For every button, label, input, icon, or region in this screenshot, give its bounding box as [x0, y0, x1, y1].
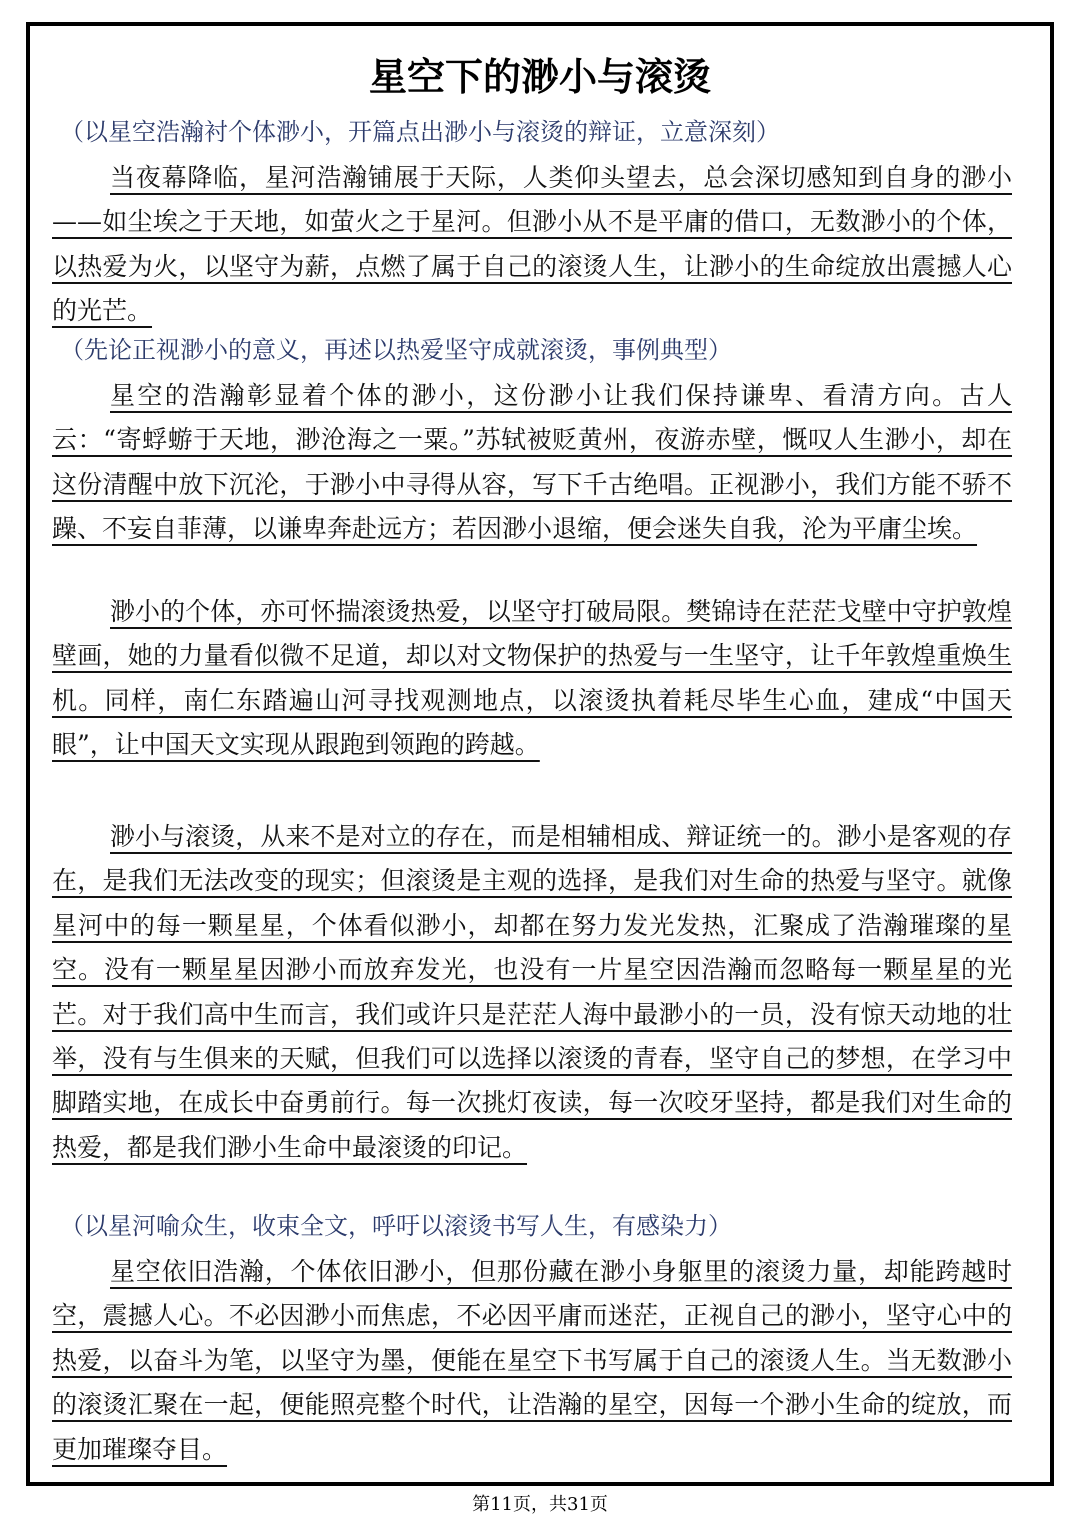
paragraph-1: 当夜幕降临，星河浩瀚铺展于天际，人类仰头望去，总会深切感知到自身的渺小——如尘埃之于天地，如萤火之于星河。但渺小从不是平庸的借口，无数渺小的个体，以热爱为火，以坚守为薪，点燃了属于自己的滚烫人生，让渺小的生命绽放出震撼人心的光芒。 — [52, 163, 1012, 326]
paragraph-3: 渺小的个体，亦可怀揣滚烫热爱，以坚守打破局限。樊锦诗在茫茫戈壁中守护敦煌壁画，她的力量看似微不足道，却以对文物保护的热爱与一生坚守，让千年敦煌重焕生机。同样，南仁东踏遍山河寻找观测地点，以滚烫执着耗尽毕生心血，建成“中国天眼”，让中国天文实现从跟跑到领跑的跨越。 — [52, 597, 1012, 760]
page-number-footer: 第11页，共31页 — [472, 1494, 608, 1515]
essay-title: 星空下的渺小与滚烫 — [368, 55, 711, 99]
paragraph-2: 星空的浩瀚彰显着个体的渺小，这份渺小让我们保持谦卑、看清方向。古人云：“寄蜉蝣于天地，渺沧海之一粟。”苏轼被贬黄州，夜游赤壁，慨叹人生渺小，却在这份清醒中放下沉沦，于渺小中寻得从容，写下千古绝唱。正视渺小，我们方能不骄不躁、不妄自菲薄，以谦卑奔赴远方；若因渺小退缩，便会迷失自我，沦为平庸尘埃。 — [52, 381, 1012, 544]
paragraph-4: 渺小与滚烫，从来不是对立的存在，而是相辅相成、辩证统一的。渺小是客观的存在，是我们无法改变的现实；但滚烫是主观的选择，是我们对生命的热爱与坚守。就像星河中的每一颗星星，个体看似渺小，却都在努力发光发热，汇聚成了浩瀚璀璨的星空。没有一颗星星因渺小而放弃发光，也没有一片星空因浩瀚而忽略每一颗星星的光芒。对于我们高中生而言，我们或许只是茫茫人海中最渺小的一员，没有惊天动地的壮举，没有与生俱来的天赋，但我们可以选择以滚烫的青春，坚守自己的梦想，在学习中脚踏实地，在成长中奋勇前行。每一次挑灯夜读，每一次咬牙坚持，都是我们对生命的热爱，都是我们渺小生命中最滚烫的印记。 — [52, 822, 1012, 1162]
annotation-note-3: （以星河喻众生，收束全文，呼吁以滚烫书写人生，有感染力） — [60, 1212, 732, 1240]
annotation-note-1: （以星空浩瀚衬个体渺小，开篇点出渺小与滚烫的辩证，立意深刻） — [60, 118, 780, 146]
paragraph-5: 星空依旧浩瀚，个体依旧渺小，但那份藏在渺小身躯里的滚烫力量，却能跨越时空，震撼人心。不必因渺小而焦虑，不必因平庸而迷茫，正视自己的渺小，坚守心中的热爱，以奋斗为笔，以坚守为墨，便能在星空下书写属于自己的滚烫人生。当无数渺小的滚烫汇聚在一起，便能照亮整个时代，让浩瀚的星空，因每一个渺小生命的绽放，而更加璀璨夺目。 — [52, 1257, 1012, 1464]
annotation-note-2: （先论正视渺小的意义，再述以热爱坚守成就滚烫，事例典型） — [60, 336, 732, 364]
